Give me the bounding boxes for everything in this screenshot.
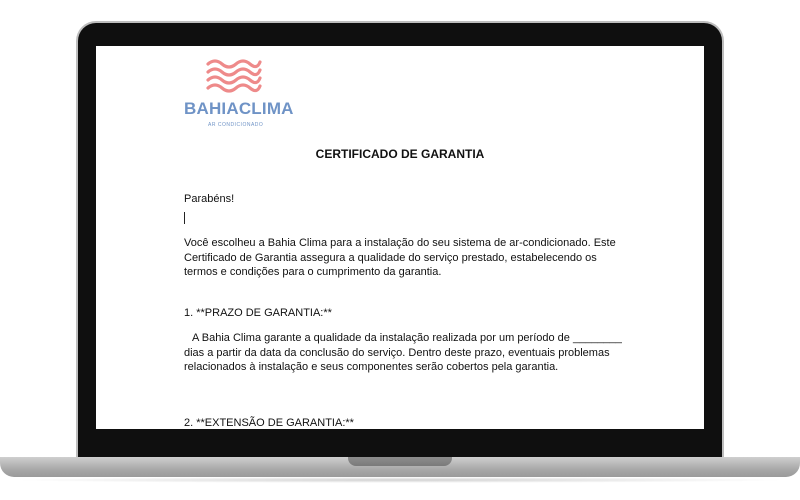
waves-icon xyxy=(206,56,262,96)
document-page[interactable] xyxy=(96,46,704,429)
section-2-heading: 2. **EXTENSÃO DE GARANTIA:** xyxy=(184,417,354,429)
intro-paragraph: Você escolheu a Bahia Clima para a instalação do seu sistema de ar-condicionado. Este Certificado de Garantia assegura a qualidade do serviço prestado, estabelecendo os termos e condições para o cumprimento da garantia. xyxy=(184,237,616,278)
laptop-shadow xyxy=(10,477,790,483)
logo-brand-name: BAHIACLIMA xyxy=(184,99,294,118)
section-1-body-text: A Bahia Clima garante a qualidade da instalação realizada por um período de ________ dias a partir da data da conclusão do serviço. Dentro deste prazo, eventuais problemas relacionados à instalação e seus componentes serão cobertos pela garantia. xyxy=(184,332,622,373)
section-1-body xyxy=(184,331,624,375)
greeting-paragraph: Parabéns! xyxy=(184,193,235,205)
logo-subtitle: AR CONDICIONADO xyxy=(208,122,264,128)
document-title: CERTIFICADO DE GARANTIA xyxy=(315,147,485,161)
text-cursor xyxy=(184,212,185,224)
laptop-notch xyxy=(348,457,452,466)
section-1-heading: 1. **PRAZO DE GARANTIA:** xyxy=(184,307,332,319)
company-logo xyxy=(184,56,294,128)
